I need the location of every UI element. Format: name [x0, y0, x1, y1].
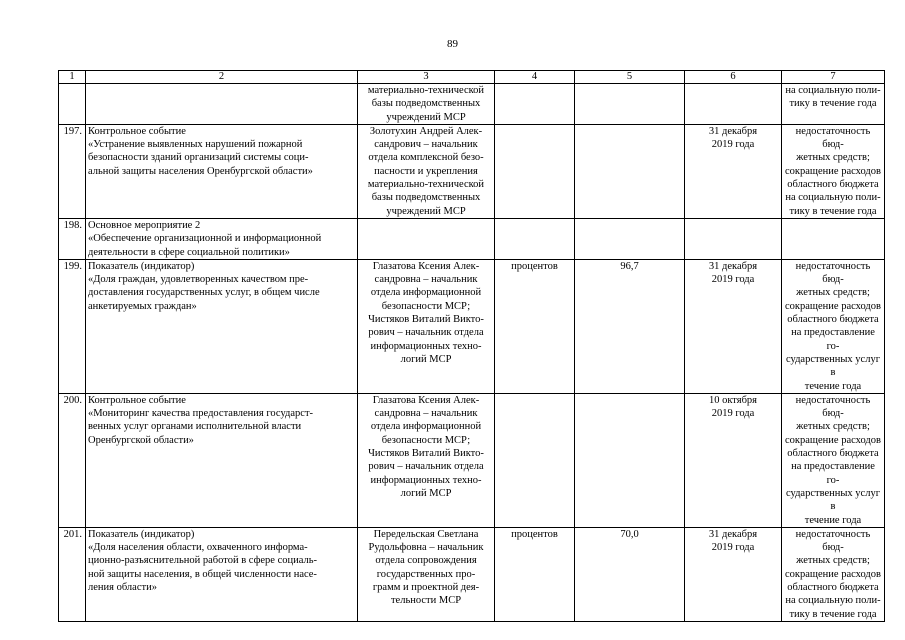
event-description: Показатель (индикатор) «Доля граждан, удовлетворенных качеством пре- доставления государственных услуг, в общем числе анкетируемых граждан»: [86, 259, 358, 393]
row-number: 201.: [59, 527, 86, 621]
risk-description: [782, 218, 885, 259]
indicator-value: [575, 124, 685, 218]
plan-table: [58, 70, 885, 622]
deadline-date: [685, 84, 782, 125]
deadline-date: 31 декабря 2019 года: [685, 527, 782, 621]
event-description: Показатель (индикатор) «Доля населения области, охваченного информа- ционно-разъяснительной работой в сфере социаль- ной защиты населения, в общей численности насе- ления области»: [86, 527, 358, 621]
indicator-value: 70,0: [575, 527, 685, 621]
unit-of-measure: процентов: [495, 259, 575, 393]
row-number: 199.: [59, 259, 86, 393]
responsible-person: Глазатова Ксения Алек- сандровна – начальник отдела информационной безопасности МСР; Чистяков Виталий Викто- рович – начальник отдела информационных техно- логий МСР: [358, 259, 495, 393]
responsible-person: материально-технической базы подведомственных учреждений МСР: [358, 84, 495, 125]
unit-of-measure: процентов: [495, 527, 575, 621]
row-number: 197.: [59, 124, 86, 218]
header-cell: 4: [495, 71, 575, 84]
row-number: 200.: [59, 393, 86, 527]
table-row: [59, 259, 885, 393]
page-number: 89: [447, 38, 458, 50]
header-cell: 3: [358, 71, 495, 84]
indicator-value: 96,7: [575, 259, 685, 393]
table-row: [59, 218, 885, 259]
responsible-person: Глазатова Ксения Алек- сандровна – начальник отдела информационной безопасности МСР; Чистяков Виталий Викто- рович – начальник отдела информационных техно- логий МСР: [358, 393, 495, 527]
header-cell: 6: [685, 71, 782, 84]
risk-description: недостаточность бюд- жетных средств; сокращение расходов областного бюджета на социальную поли- тику в течение года: [782, 527, 885, 621]
unit-of-measure: [495, 218, 575, 259]
indicator-value: [575, 84, 685, 125]
responsible-person: [358, 218, 495, 259]
risk-description: недостаточность бюд- жетных средств; сокращение расходов областного бюджета на предоставление го- сударственных услуг в течение года: [782, 393, 885, 527]
event-description: Контрольное событие «Мониторинг качества предоставления государст- венных услуг органами исполнительной власти Оренбургской области»: [86, 393, 358, 527]
row-number: 198.: [59, 218, 86, 259]
header-cell: 2: [86, 71, 358, 84]
deadline-date: 10 октября 2019 года: [685, 393, 782, 527]
table-row: [59, 124, 885, 218]
table-row: [59, 84, 885, 125]
deadline-date: [685, 218, 782, 259]
responsible-person: Передельская Светлана Рудольфовна – начальник отдела сопровождения государственных про- грамм и проектной дея- тельности МСР: [358, 527, 495, 621]
header-cell: 1: [59, 71, 86, 84]
deadline-date: 31 декабря 2019 года: [685, 124, 782, 218]
event-description: [86, 84, 358, 125]
responsible-person: Золотухин Андрей Алек- сандрович – начальник отдела комплексной безо- пасности и укрепления материально-технической базы подведомственных учреждений МСР: [358, 124, 495, 218]
indicator-value: [575, 218, 685, 259]
header-cell: 7: [782, 71, 885, 84]
unit-of-measure: [495, 84, 575, 125]
deadline-date: 31 декабря 2019 года: [685, 259, 782, 393]
unit-of-measure: [495, 124, 575, 218]
row-number: [59, 84, 86, 125]
risk-description: на социальную поли- тику в течение года: [782, 84, 885, 125]
risk-description: недостаточность бюд- жетных средств; сокращение расходов областного бюджета на предоставление го- сударственных услуг в течение года: [782, 259, 885, 393]
header-row: [59, 71, 885, 84]
indicator-value: [575, 393, 685, 527]
unit-of-measure: [495, 393, 575, 527]
risk-description: недостаточность бюд- жетных средств; сокращение расходов областного бюджета на социальную поли- тику в течение года: [782, 124, 885, 218]
header-cell: 5: [575, 71, 685, 84]
event-description: Контрольное событие «Устранение выявленных нарушений пожарной безопасности зданий организаций системы соци- альной защиты населения Оренбургской области»: [86, 124, 358, 218]
table-row: [59, 393, 885, 527]
table-row: [59, 527, 885, 621]
event-description: Основное мероприятие 2 «Обеспечение организационной и информационной деятельности в сфере социальной политики»: [86, 218, 358, 259]
